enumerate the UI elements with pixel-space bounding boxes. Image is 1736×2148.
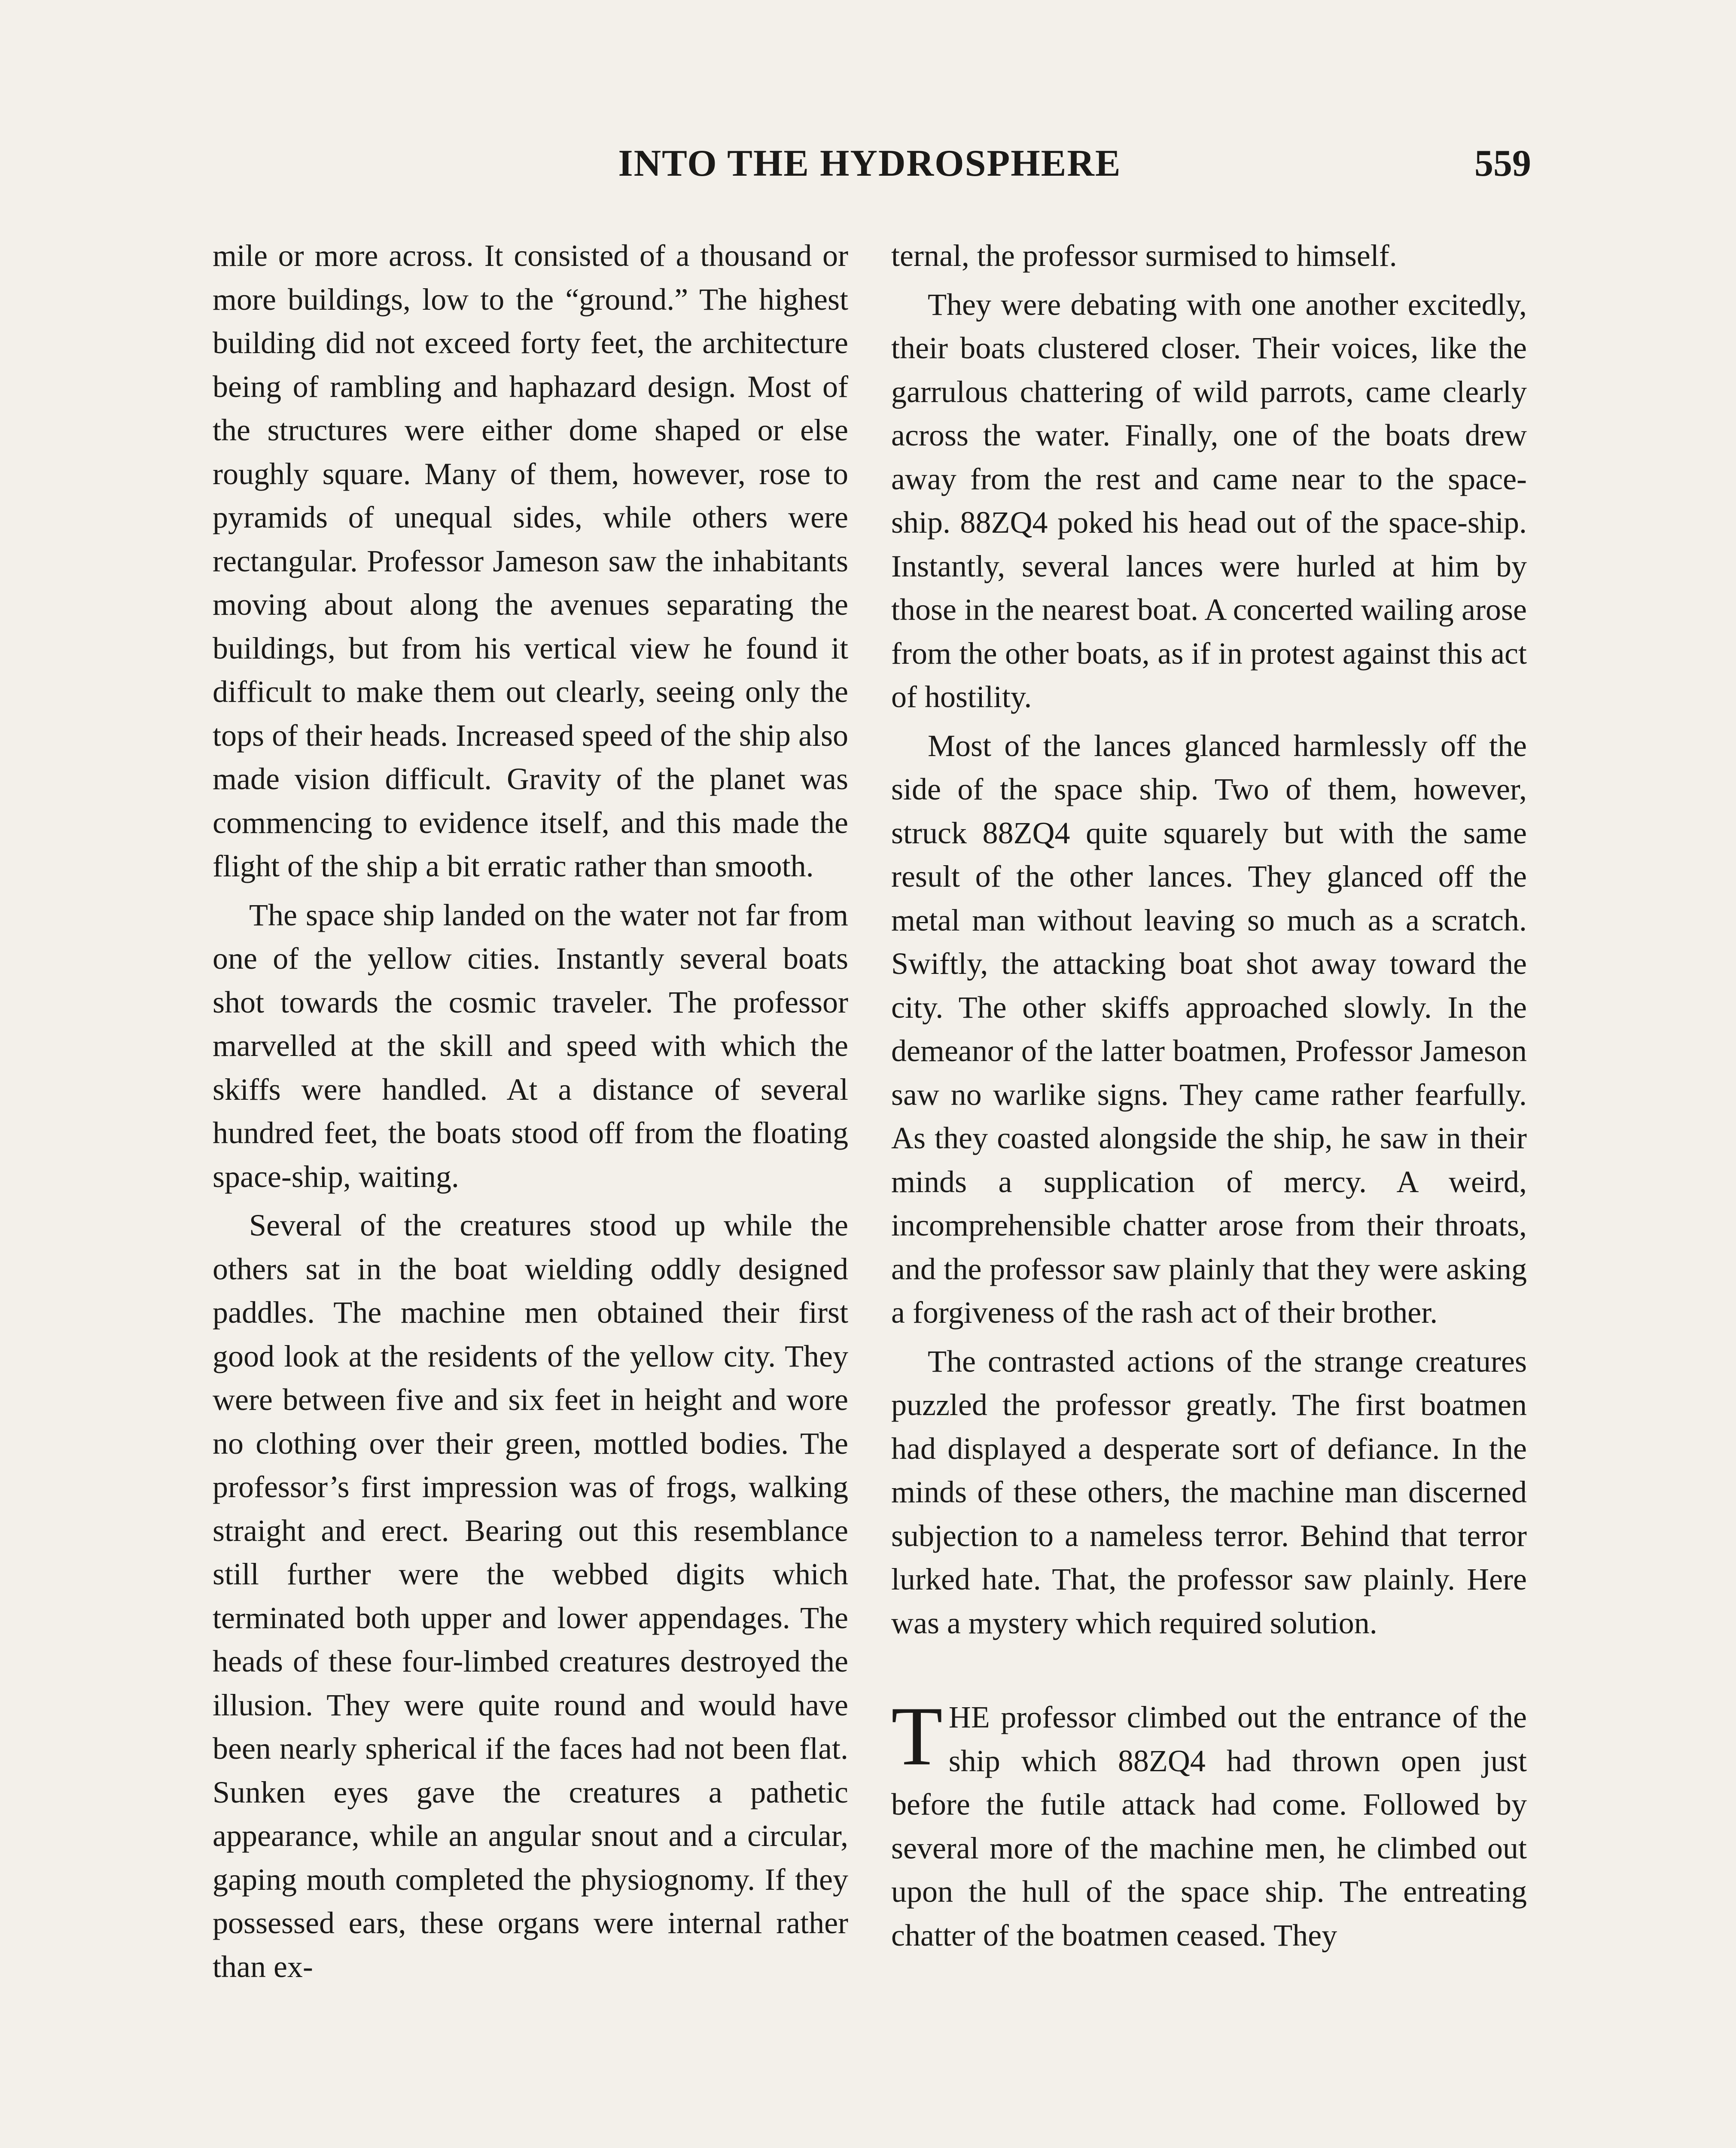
right-column <box>891 234 1527 1957</box>
left-column <box>213 234 848 1989</box>
paragraph: ternal, the professor surmised to himself. <box>891 238 1397 273</box>
paragraph: mile or more across. It consisted of a thousand or more buildings, low to the “ground.” The highest building did not exceed forty feet, the architecture being of rambling and haphazard design. Most of the structures were either dome shaped or else roughly square. Many of them, however, rose to pyramids of unequal sides, while others were rectangular. Professor Jameson saw the inhabitants moving about along the avenues separating the buildings, but from his vertical view he found it difficult to make them out clearly, seeing only the tops of their heads. Increased speed of the ship also made vision difficult. Gravity of the planet was commencing to evidence itself, and this made the flight of the ship a bit erratic rather than smooth. <box>213 238 848 883</box>
running-title: INTO THE HYDROSPHERE <box>618 143 1121 184</box>
section-text: HE professor climbed out the entrance of the ship which 88ZQ4 had thrown open just before the futile attack had come. Followed by several more of the machine men, he climbed out upon the hull of the space ship. The entreating chatter of the boatmen ceased. They <box>891 1700 1527 1953</box>
paragraph: The space ship landed on the water not far from one of the yellow cities. Instantly several boats shot towards the cosmic traveler. The professor marvelled at the skill and speed with which the skiffs were handled. At a distance of several hundred feet, the boats stood off from the floating space-ship, waiting. <box>213 897 848 1194</box>
paragraph: The contrasted actions of the strange creatures puzzled the professor greatly. The first boatmen had displayed a desperate sort of defiance. In the minds of these others, the machine man discerned subjection to a nameless terror. Behind that terror lurked hate. That, the professor saw plainly. Here was a mystery which required solution. <box>891 1344 1527 1640</box>
page-header <box>208 142 1531 202</box>
drop-cap: T <box>891 1690 943 1783</box>
paragraph: Several of the creatures stood up while the others sat in the boat wielding oddly designed paddles. The machine men obtained their first good look at the residents of the yellow city. They were between five and six feet in height and wore no clothing over their green, mottled bodies. The professor’s first impression was of frogs, walking straight and erect. Bearing out this resemblance still further were the webbed digits which terminated both upper and lower appendages. The heads of these four-limbed creatures destroyed the illusion. They were quite round and would have been nearly spherical if the faces had not been flat. Sunken eyes gave the creatures a pathetic appearance, while an angular snout and a circular, gaping mouth completed the physiognomy. If they possessed ears, these organs were internal rather than ex- <box>213 1208 848 1984</box>
page-number: 559 <box>1474 143 1531 184</box>
section-paragraph <box>891 1690 1527 1957</box>
paragraph: They were debating with one another excitedly, their boats clustered closer. Their voices, like the garrulous chattering of wild parrots, came clearly across the water. Finally, one of the boats drew away from the rest and came near to the space-ship. 88ZQ4 poked his head out of the space-ship. Instantly, several lances were hurled at him by those in the nearest boat. A concerted wailing arose from the other boats, as if in protest against this act of hostility. <box>891 287 1527 714</box>
paragraph: Most of the lances glanced harmlessly off the side of the space ship. Two of them, however, struck 88ZQ4 quite squarely but with the same result of the other lances. They glanced off the metal man without leaving so much as a scratch. Swiftly, the attacking boat shot away toward the city. The other skiffs approached slowly. In the demeanor of the latter boatmen, Professor Jameson saw no warlike signs. They came rather fearfully. As they coasted alongside the ship, he saw in their minds a supplication of mercy. A weird, incomprehensible chatter arose from their throats, and the professor saw plainly that they were asking a forgiveness of the rash act of their brother. <box>891 728 1527 1330</box>
